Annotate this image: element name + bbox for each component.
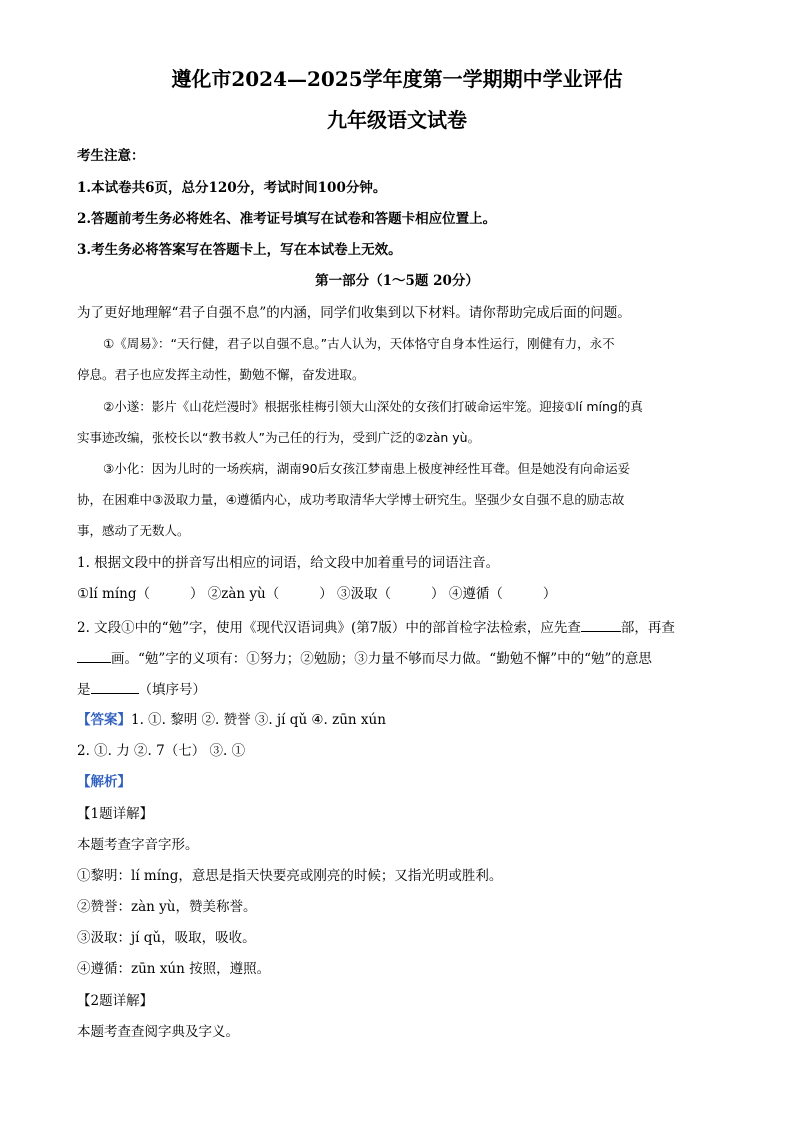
part-intro: 为了更好地理解“君子自强不息”的内涵，同学们收集到以下材料。请你帮助完成后面的问题。 — [77, 305, 631, 321]
question-2: 2. 文段①中的“勉”字，使用《现代汉语词典》(第7版）中的部首检字法检索，应先查 部，再查 — [77, 617, 754, 637]
analysis-label: 【解析】 — [77, 774, 131, 790]
page-subtitle: 九年级语文试卷 — [327, 108, 467, 132]
q1-option: ） — [542, 586, 557, 602]
question-1-options — [77, 585, 754, 603]
answer-blank — [581, 617, 621, 632]
answer-blank — [91, 679, 139, 694]
q1-option: ） ③汲取（ — [319, 586, 392, 602]
analysis-item: ②赞誉：zàn yù，赞美称誉。 — [77, 899, 257, 915]
material-paragraph-1: ①《周易》：“天行健，君子以自强不息。”古人认为，天体恪守自身本性运行，刚健有力，永不 — [103, 336, 615, 351]
analysis-heading: 【1题详解】 — [77, 806, 154, 822]
material-paragraph-2-cont: 实事迹改编，张校长以“教书救人”为己任的行为，受到广泛的②zàn yù。 — [77, 430, 481, 445]
analysis-item: ③汲取：jí qǔ，吸取，吸收。 — [77, 930, 256, 946]
analysis-text: 本题考查查阅字典及字义。 — [77, 1024, 239, 1040]
answer-line: 2. ①. 力 ②. 7（七） ③. ① — [77, 743, 246, 759]
notice-item: 2.答题前考生务必将姓名、准考证号填写在试卷和答题卡相应位置上。 — [77, 211, 497, 227]
analysis-item: ④遵循：zūn xún 按照，遵照。 — [77, 961, 271, 977]
answer-blank — [77, 648, 111, 663]
material-paragraph-3-cont: 协，在困难中③汲取力量，④遵循内心，成功考取清华大学博士研究生。坚强少女自强不息的励志故 — [77, 492, 625, 507]
question-1: 1. 根据文段中的拼音写出相应的词语，给文段中加着重号的词语注音。 — [77, 555, 500, 571]
analysis-item: ①黎明：lí míng，意思是指天快要亮或刚亮的时候；又指光明或胜利。 — [77, 868, 503, 884]
analysis-text: 本题考查字音字形。 — [77, 837, 199, 853]
notice-item: 3.考生务必将答案写在答题卡上，写在本试卷上无效。 — [77, 242, 402, 258]
material-paragraph-1-cont: 停息。君子也应发挥主动性，勤勉不懈，奋发进取。 — [77, 367, 365, 382]
question-2-cont: 画。“勉”字的义项有：①努力；②勉励；③力量不够而尽力做。“勤勉不懈”中的“勉”的意思 — [77, 648, 754, 668]
part-heading: 第一部分（1～5题 20分） — [315, 273, 479, 289]
page-title: 遵化市2024—2025学年度第一学期期中学业评估 — [171, 67, 623, 91]
q1-option: ①lí míng（ — [77, 586, 150, 602]
material-paragraph-3-cont: 事，感动了无数人。 — [77, 523, 190, 538]
answer-block — [77, 711, 754, 729]
analysis-heading: 【2题详解】 — [77, 993, 154, 1009]
notice-heading: 考生注意： — [77, 148, 145, 164]
question-2-cont: 是 （填序号） — [77, 679, 754, 699]
q1-option: ） ④遵循（ — [431, 586, 503, 602]
material-paragraph-2: ②小遂：影片《山花烂漫时》根据张桂梅引领大山深处的女孩们打破命运牢笼。迎接①lí míng的真 — [103, 399, 643, 414]
answer-label: 【答案】 — [77, 712, 131, 728]
material-paragraph-3: ③小化：因为儿时的一场疾病，湖南90后女孩江梦南患上极度神经性耳聋。但是她没有向命运妥 — [103, 461, 631, 476]
q1-option: ） ②zàn yù（ — [189, 586, 280, 602]
answer-line: 1. ①. 黎明 ②. 赞誉 ③. jí qǔ ④. zūn xún — [131, 712, 386, 728]
notice-item: 1.本试卷共6页，总分120分，考试时间100分钟。 — [77, 180, 387, 196]
